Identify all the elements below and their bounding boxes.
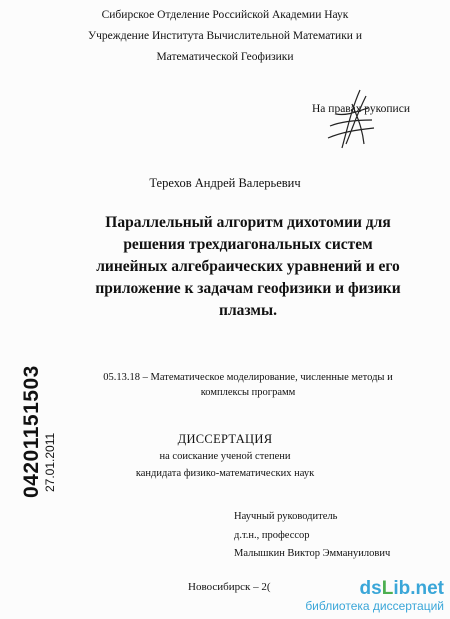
rights-note: На правах рукописи — [312, 103, 410, 115]
supervisor-label: Научный руководитель — [234, 511, 338, 522]
specialty-line-2: комплексы программ — [200, 387, 296, 398]
barcode-number: 04201151503 — [20, 365, 43, 498]
dissertation-title — [78, 212, 418, 322]
title-line: решения трехдиагональных систем — [123, 236, 373, 253]
supervisor-degree: д.т.н., профессор — [234, 530, 310, 541]
title-line: приложение к задачам геофизики и физики — [95, 280, 401, 297]
header-line-2: Учреждение Института Вычислительной Математики и — [88, 30, 362, 42]
author-name: Терехов Андрей Валерьевич — [149, 176, 301, 190]
degree-line-2: кандидата физико-математических наук — [135, 468, 315, 479]
watermark-logo: dsLib.net — [359, 578, 444, 599]
watermark — [305, 579, 444, 613]
handwritten-signature — [322, 86, 382, 152]
dissertation-label: ДИССЕРТАЦИЯ — [177, 432, 273, 446]
leaf-icon: L — [381, 578, 394, 599]
specialty — [88, 370, 408, 400]
header-line-3: Математической Геофизики — [156, 51, 294, 63]
barcode-date: 27.01.2011 — [43, 432, 57, 492]
title-line: плазмы. — [219, 302, 277, 319]
watermark-subtitle: библиотека диссертаций — [305, 599, 444, 613]
title-line: линейных алгебраических уравнений и его — [96, 258, 400, 275]
supervisor-name: Малышкин Виктор Эммануилович — [234, 548, 391, 559]
city-year: Новосибирск – 2( — [188, 581, 271, 593]
header-line-1: Сибирское Отделение Российской Академии Наук — [101, 9, 349, 21]
degree-line-1: на соискание ученой степени — [159, 451, 291, 462]
title-line: Параллельный алгоритм дихотомии для — [105, 214, 391, 231]
specialty-line-1: 05.13.18 – Математическое моделирование, численные методы и — [103, 372, 393, 383]
